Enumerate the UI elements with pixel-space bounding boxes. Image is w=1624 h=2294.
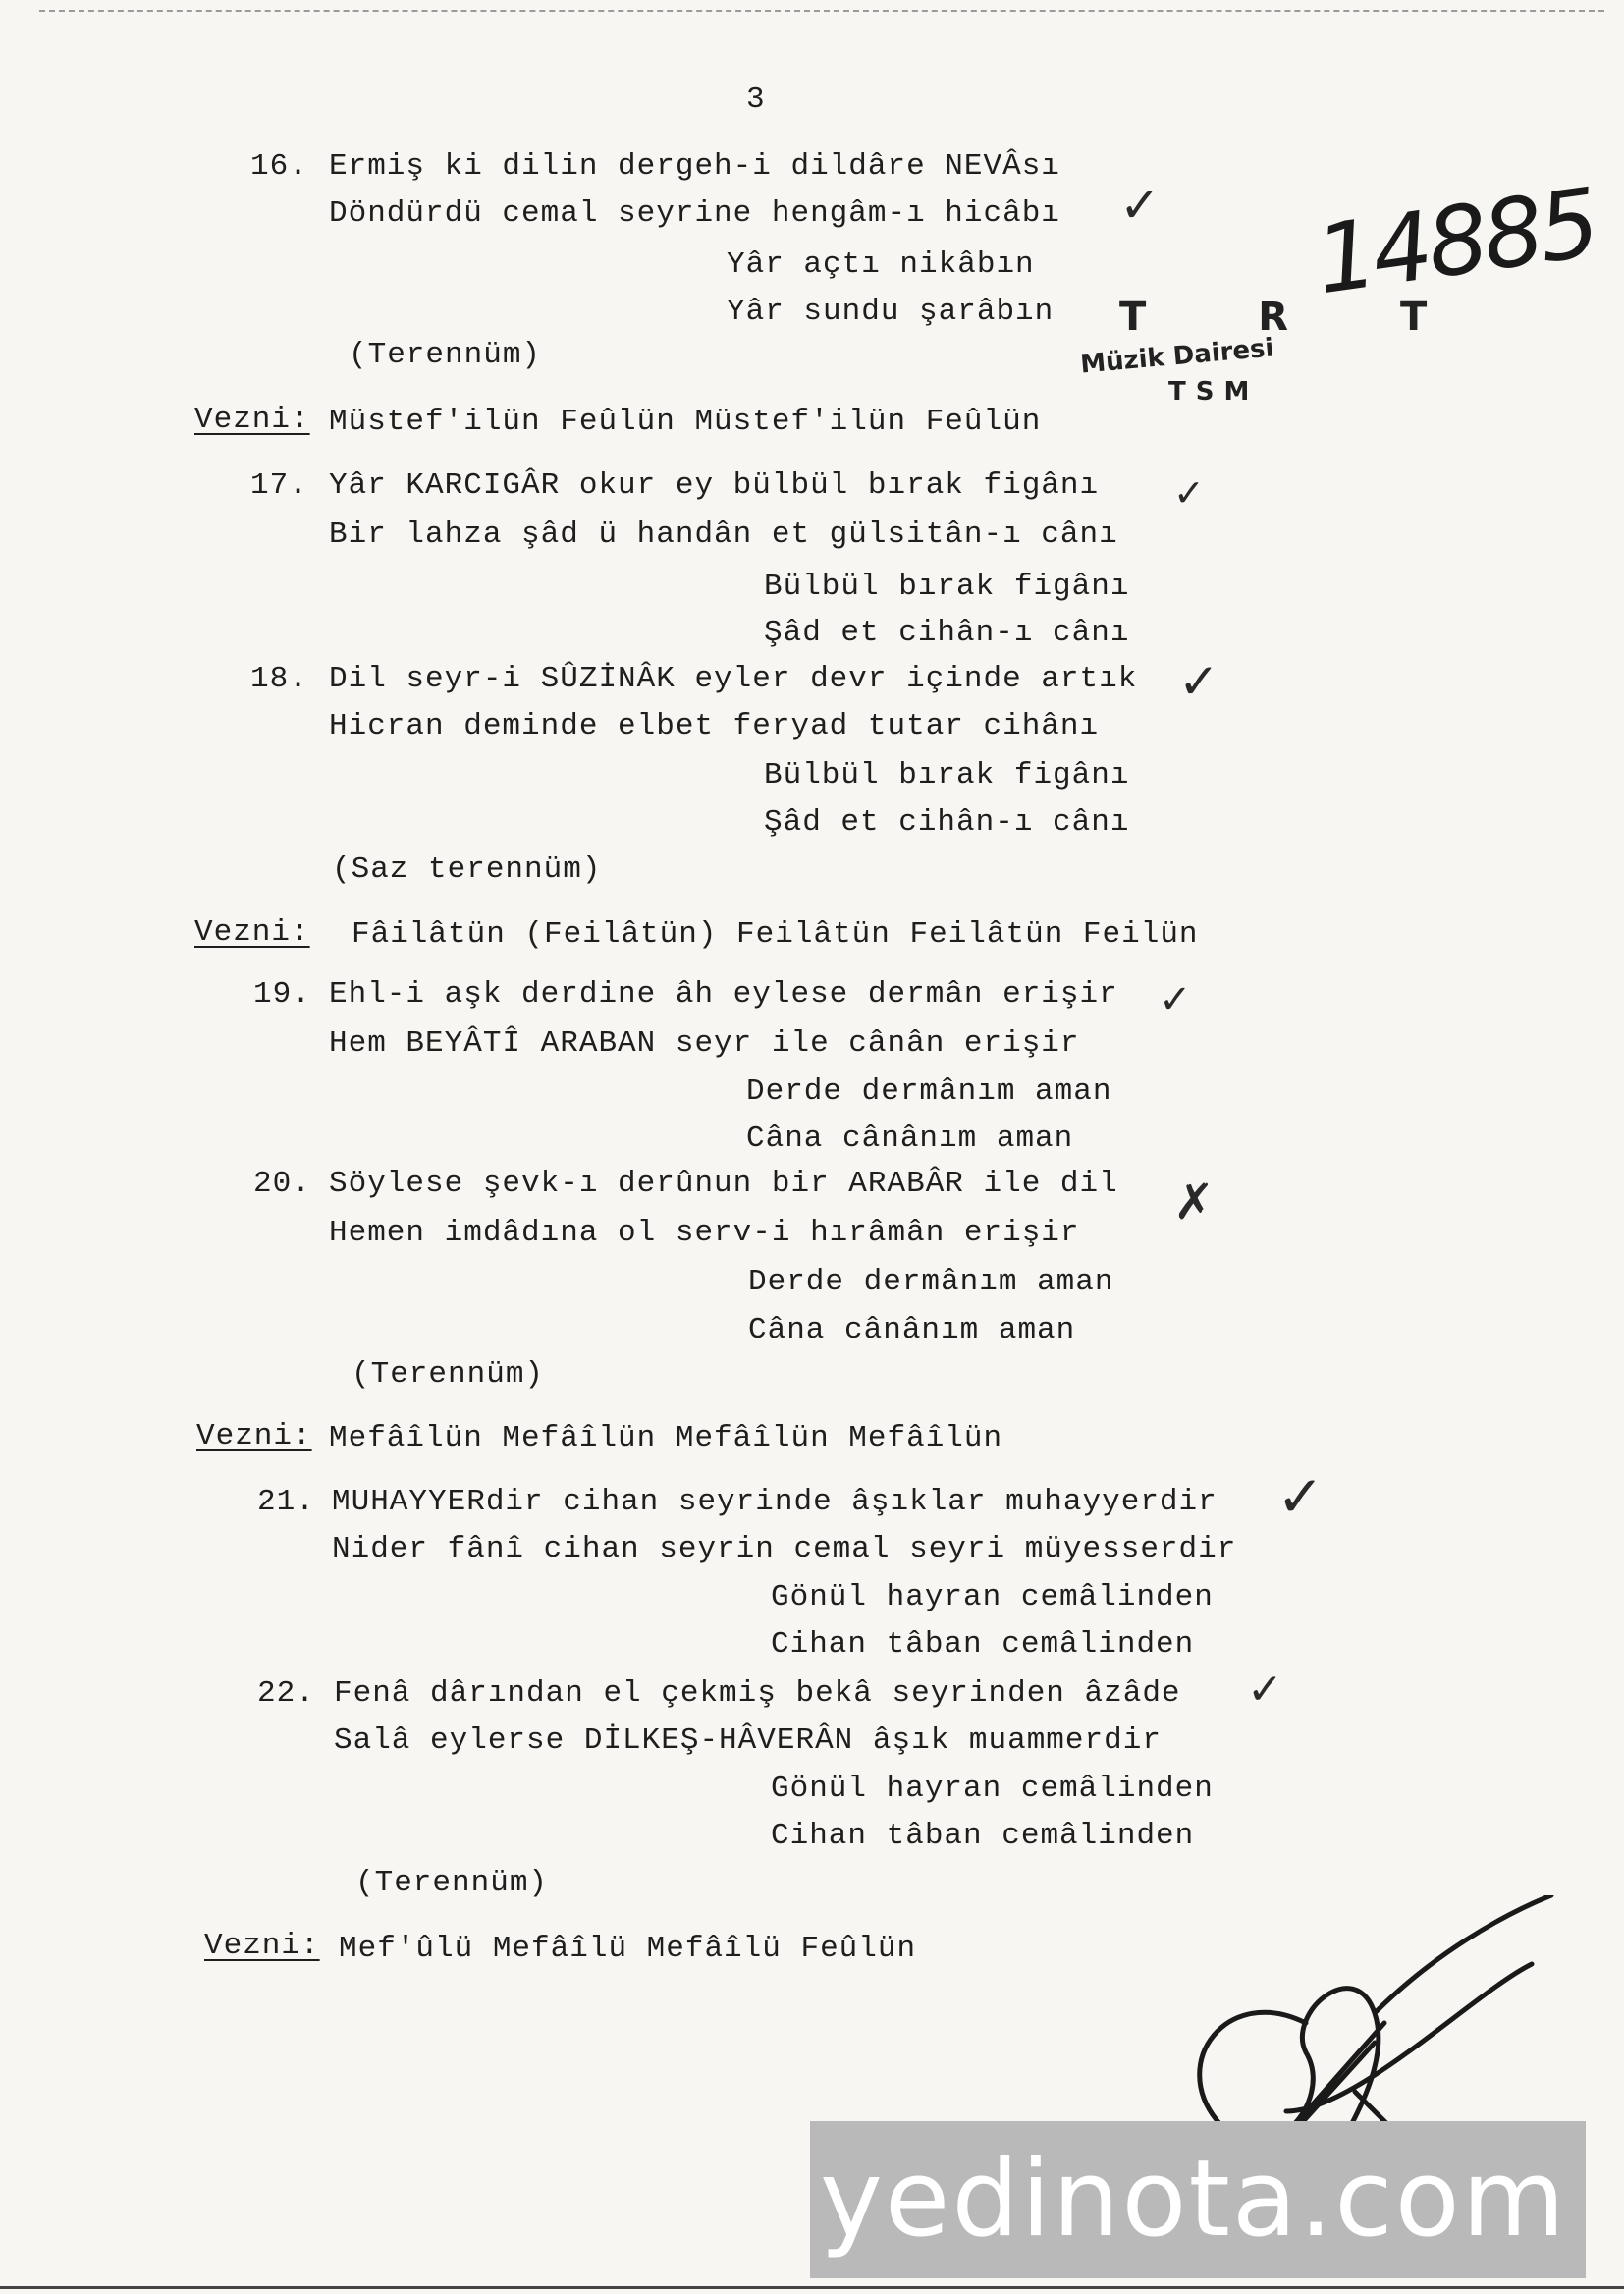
verse-line: Nider fânî cihan seyrin cemal seyri müyesserdir xyxy=(332,1532,1237,1566)
refrain-line: Bülbül bırak figânı xyxy=(764,570,1130,604)
verse-line: Dil seyr-i SÛZİNÂK eyler devr içinde artık xyxy=(329,662,1138,696)
trt-stamp xyxy=(1060,295,1477,432)
refrain-line: Cihan tâban cemâlinden xyxy=(771,1627,1195,1662)
refrain-line: Derde dermânım aman xyxy=(748,1265,1114,1299)
verse-line: Ehl-i aşk derdine âh eylese dermân erişir xyxy=(329,977,1118,1011)
saz-terennum-label: (Saz terennüm) xyxy=(332,852,602,887)
terennum-label: (Terennüm) xyxy=(349,338,542,372)
refrain-line: Câna cânânım aman xyxy=(748,1313,1076,1347)
terennum-label: (Terennüm) xyxy=(355,1866,549,1900)
verse-line: Hemen imdâdına ol serv-i hırâmân erişir xyxy=(329,1216,1080,1250)
meter-line: Mefâîlün Mefâîlün Mefâîlün Mefâîlün xyxy=(329,1421,1003,1455)
check-mark-icon: ✓ xyxy=(1173,471,1205,515)
meter-line: Müstef'ilün Feûlün Müstef'ilün Feûlün xyxy=(329,405,1042,439)
refrain-line: Cihan tâban cemâlinden xyxy=(771,1819,1195,1853)
check-mark-icon: ✓ xyxy=(1159,977,1192,1022)
refrain-line: Bülbül bırak figânı xyxy=(764,758,1130,792)
verse-line: Salâ eylerse DİLKEŞ-HÂVERÂN âşık muammerdir xyxy=(334,1723,1162,1758)
verse-number: 21. xyxy=(257,1485,315,1519)
meter-line: Mef'ûlü Mefâîlü Mefâîlü Feûlün xyxy=(339,1932,917,1966)
vezni-label-text: Vezni: xyxy=(194,403,310,437)
refrain-line: Gönül hayran cemâlinden xyxy=(771,1772,1214,1806)
verse-number: 18. xyxy=(250,662,308,696)
watermark-banner xyxy=(810,2121,1586,2278)
refrain-line: Gönül hayran cemâlinden xyxy=(771,1580,1214,1614)
refrain-line: Şâd et cihân-ı cânı xyxy=(764,616,1130,650)
refrain-line: Derde dermânım aman xyxy=(746,1074,1112,1109)
verse-line: MUHAYYERdir cihan seyrinde âşıklar muhayyerdir xyxy=(332,1485,1218,1519)
vezni-label-text: Vezni: xyxy=(194,915,310,950)
verse-number: 17. xyxy=(250,468,308,503)
refrain-line: Şâd et cihân-ı cânı xyxy=(764,805,1130,840)
stamp-dept: Müzik Dairesi xyxy=(1079,333,1275,380)
check-mark-icon: ✗ xyxy=(1173,1174,1215,1230)
vezni-label xyxy=(204,1927,320,1966)
refrain-line: Yâr açtı nikâbın xyxy=(727,247,1035,282)
vezni-label xyxy=(194,913,310,953)
vezni-label xyxy=(196,1417,312,1456)
stamp-org: T R T xyxy=(1119,295,1477,340)
refrain-line: Yâr sundu şarâbın xyxy=(727,295,1055,329)
verse-line: Döndürdü cemal seyrine hengâm-ı hicâbı xyxy=(329,196,1060,231)
verse-line: Bir lahza şâd ü handân et gülsitân-ı cânı xyxy=(329,518,1118,552)
verse-number: 20. xyxy=(253,1167,311,1201)
verse-number: 16. xyxy=(250,149,308,184)
verse-line: Yâr KARCIGÂR okur ey bülbül bırak figânı xyxy=(329,468,1100,503)
refrain-line: Câna cânânım aman xyxy=(746,1121,1074,1156)
watermark-text: yedinota.com xyxy=(820,2138,1567,2261)
check-mark-icon: ✓ xyxy=(1119,177,1161,234)
meter-line: Fâilâtün (Feilâtün) Feilâtün Feilâtün Feilün xyxy=(352,917,1199,952)
top-edge-line xyxy=(39,10,1604,12)
catalog-number: 14885 xyxy=(1309,167,1602,316)
verse-number: 19. xyxy=(253,977,311,1011)
vezni-label xyxy=(194,401,310,440)
check-mark-icon: ✓ xyxy=(1178,653,1219,710)
check-mark-icon: ✓ xyxy=(1276,1463,1325,1530)
verse-line: Hicran deminde elbet feryad tutar cihânı xyxy=(329,709,1100,743)
vezni-label-text: Vezni: xyxy=(196,1419,312,1453)
stamp-unit: TSM xyxy=(1168,377,1260,407)
verse-line: Söylese şevk-ı derûnun bir ARABÂR ile dil xyxy=(329,1167,1118,1201)
terennum-label: (Terennüm) xyxy=(352,1357,545,1392)
verse-line: Ermiş ki dilin dergeh-i dildâre NEVÂsı xyxy=(329,149,1060,184)
page-number: 3 xyxy=(746,82,766,117)
vezni-label-text: Vezni: xyxy=(204,1929,320,1963)
verse-line: Hem BEYÂTÎ ARABAN seyr ile cânân erişir xyxy=(329,1026,1080,1061)
check-mark-icon: ✓ xyxy=(1247,1665,1283,1715)
verse-line: Fenâ dârından el çekmiş bekâ seyrinden âzâde xyxy=(334,1676,1181,1711)
bottom-edge-line xyxy=(0,2286,1624,2289)
verse-number: 22. xyxy=(257,1676,315,1711)
